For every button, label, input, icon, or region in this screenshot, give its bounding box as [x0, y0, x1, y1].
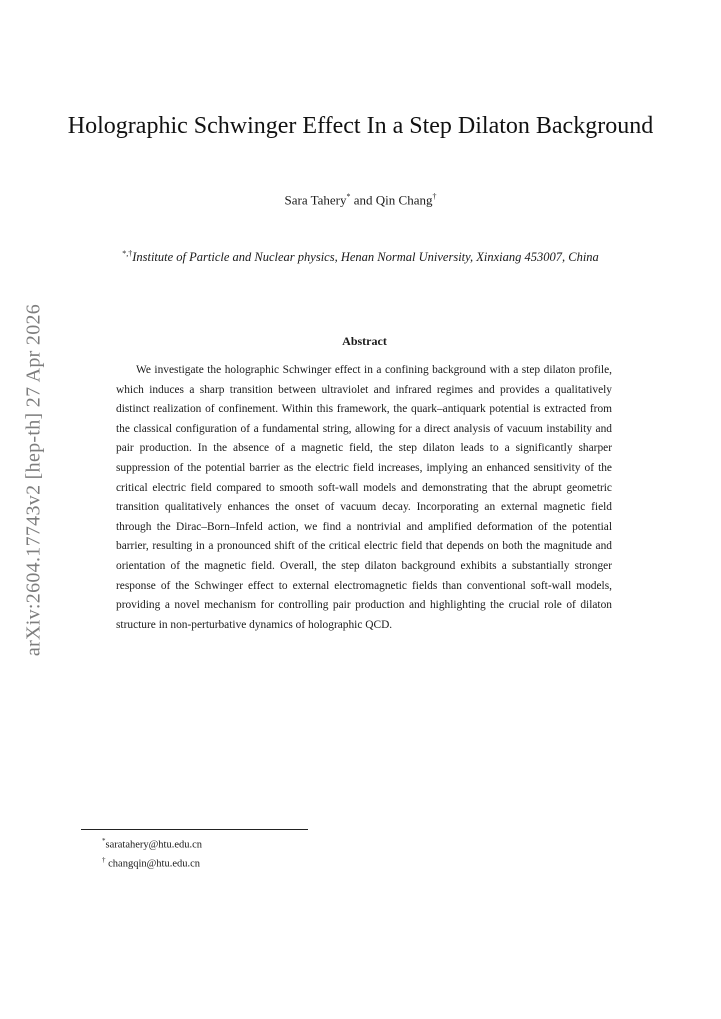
footnote-mark: *	[102, 837, 106, 845]
footnote-email: changqin@htu.edu.cn	[105, 858, 201, 869]
footnote-item	[102, 834, 202, 853]
author-line	[0, 192, 721, 208]
affiliation-marks: *,†	[122, 249, 133, 258]
abstract-body: We investigate the holographic Schwinger effect in a confining background with a step dilaton profile, which induces a sharp transition between ultraviolet and infrared regimes and provides a qualitatively distinct realization of confinement. Within this framework, the quark–antiquark potential is extracted from the classical configuration of a fundamental string, allowing for a direct analysis of vacuum instability and pair production. In the absence of a magnetic field, the step dilaton leads to a significantly sharper suppression of the potential barrier as the electric field increases, implying an enhanced sensitivity of the critical electric field compared to smooth soft-wall models and demonstrating that the abrupt geometric transition qualitatively enhances the onset of vacuum decay. Incorporating an external magnetic field through the Dirac–Born–Infeld action, we find a nontrivial and amplified deformation of the potential barrier, resulting in a pronounced shift of the critical electric field that depends on both the magnitude and orientation of the magnetic field. Overall, the step dilaton background exhibits a substantially stronger response of the Schwinger effect to external electromagnetic fields than conventional soft-wall models, providing a novel mechanism for controlling pair production and highlighting the crucial role of dilaton structure in non-perturbative dynamics of holographic QCD.	[116, 364, 612, 631]
footnote-item	[102, 853, 202, 872]
arxiv-identifier-stamp: arXiv:2604.17743v2 [hep-th] 27 Apr 2026	[22, 303, 45, 657]
footnote-divider	[81, 829, 308, 830]
paper-title: Holographic Schwinger Effect In a Step Dilaton Background	[67, 113, 654, 139]
author-connector: and	[350, 192, 376, 208]
abstract-heading: Abstract	[342, 334, 387, 348]
footnote-mark: †	[102, 855, 106, 864]
affiliation-line	[0, 249, 721, 265]
author-footnote-mark: *	[346, 192, 351, 201]
author-name: Sara Tahery	[284, 192, 347, 208]
author-footnote-mark: †	[432, 192, 437, 201]
author-name: Qin Chang	[375, 192, 433, 208]
footnote-email: saratahery@htu.edu.cn	[105, 839, 203, 851]
footnotes	[102, 834, 202, 871]
affiliation-text: Institute of Particle and Nuclear physics, Henan Normal University, Xinxiang 453007, China	[132, 250, 599, 265]
